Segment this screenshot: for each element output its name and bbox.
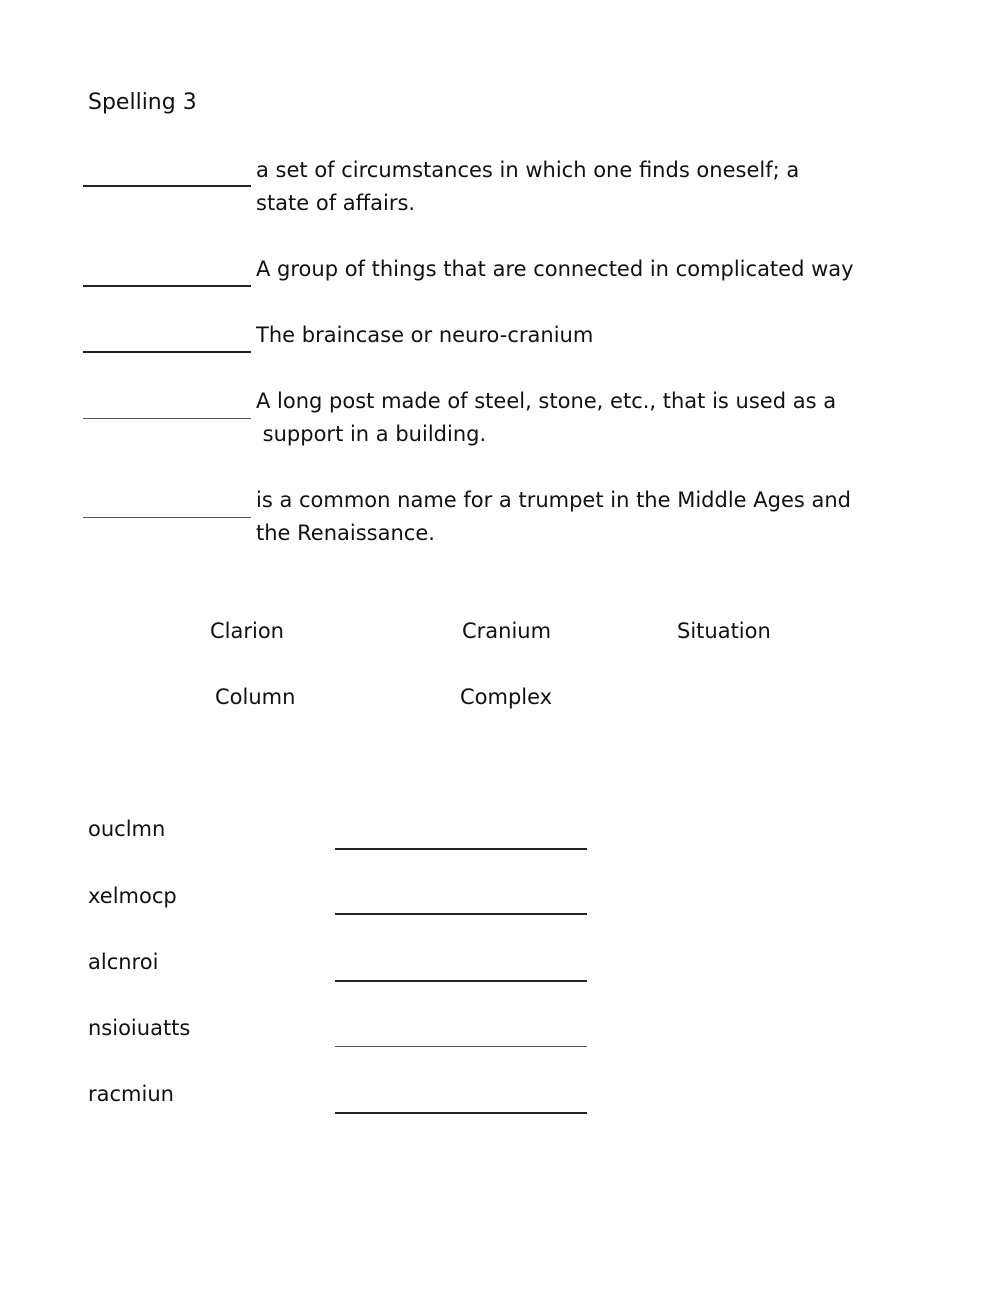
scrambled-word: xelmocp	[88, 884, 177, 908]
definition-1-line-1: a set of circumstances in which one finds oneself; a	[256, 158, 800, 182]
definition-3	[256, 319, 593, 352]
scrambled-word: racmiun	[88, 1082, 174, 1106]
answer-blank-3[interactable]	[83, 351, 251, 353]
definition-1	[256, 154, 799, 220]
definition-1-line-2: state of affairs.	[256, 191, 416, 215]
answer-blank-1[interactable]	[83, 185, 251, 187]
unscramble-answer-line-1[interactable]	[335, 848, 587, 850]
unscramble-answer-line-5[interactable]	[335, 1112, 587, 1114]
scrambled-word: ouclmn	[88, 817, 166, 841]
definition-5-line-1: is a common name for a trumpet in the Middle Ages and	[256, 488, 851, 512]
definition-2	[256, 253, 854, 286]
word-bank-item: Column	[215, 685, 296, 709]
word-bank-item: Cranium	[462, 619, 552, 643]
unscramble-answer-line-3[interactable]	[335, 980, 587, 982]
answer-blank-4[interactable]	[83, 418, 251, 419]
answer-blank-2[interactable]	[83, 285, 251, 287]
definition-4-line-2: support in a building.	[256, 422, 487, 446]
answer-blank-5[interactable]	[83, 517, 251, 518]
page-title: Spelling 3	[88, 90, 197, 115]
word-bank-item: Complex	[460, 685, 553, 709]
definition-4-line-1: A long post made of steel, stone, etc., that is used as a	[256, 389, 837, 413]
scrambled-word: nsioiuatts	[88, 1016, 191, 1040]
scrambled-word: alcnroi	[88, 950, 159, 974]
definition-2-line-1: A group of things that are connected in complicated way	[256, 257, 854, 281]
definition-5-line-2: the Renaissance.	[256, 521, 435, 545]
word-bank-item: Situation	[677, 619, 771, 643]
word-bank-item: Clarion	[210, 619, 284, 643]
definition-5	[256, 484, 851, 550]
unscramble-answer-line-4[interactable]	[335, 1046, 587, 1047]
definition-3-line-1: The braincase or neuro-cranium	[256, 323, 594, 347]
definition-4	[256, 385, 836, 451]
unscramble-answer-line-2[interactable]	[335, 913, 587, 915]
